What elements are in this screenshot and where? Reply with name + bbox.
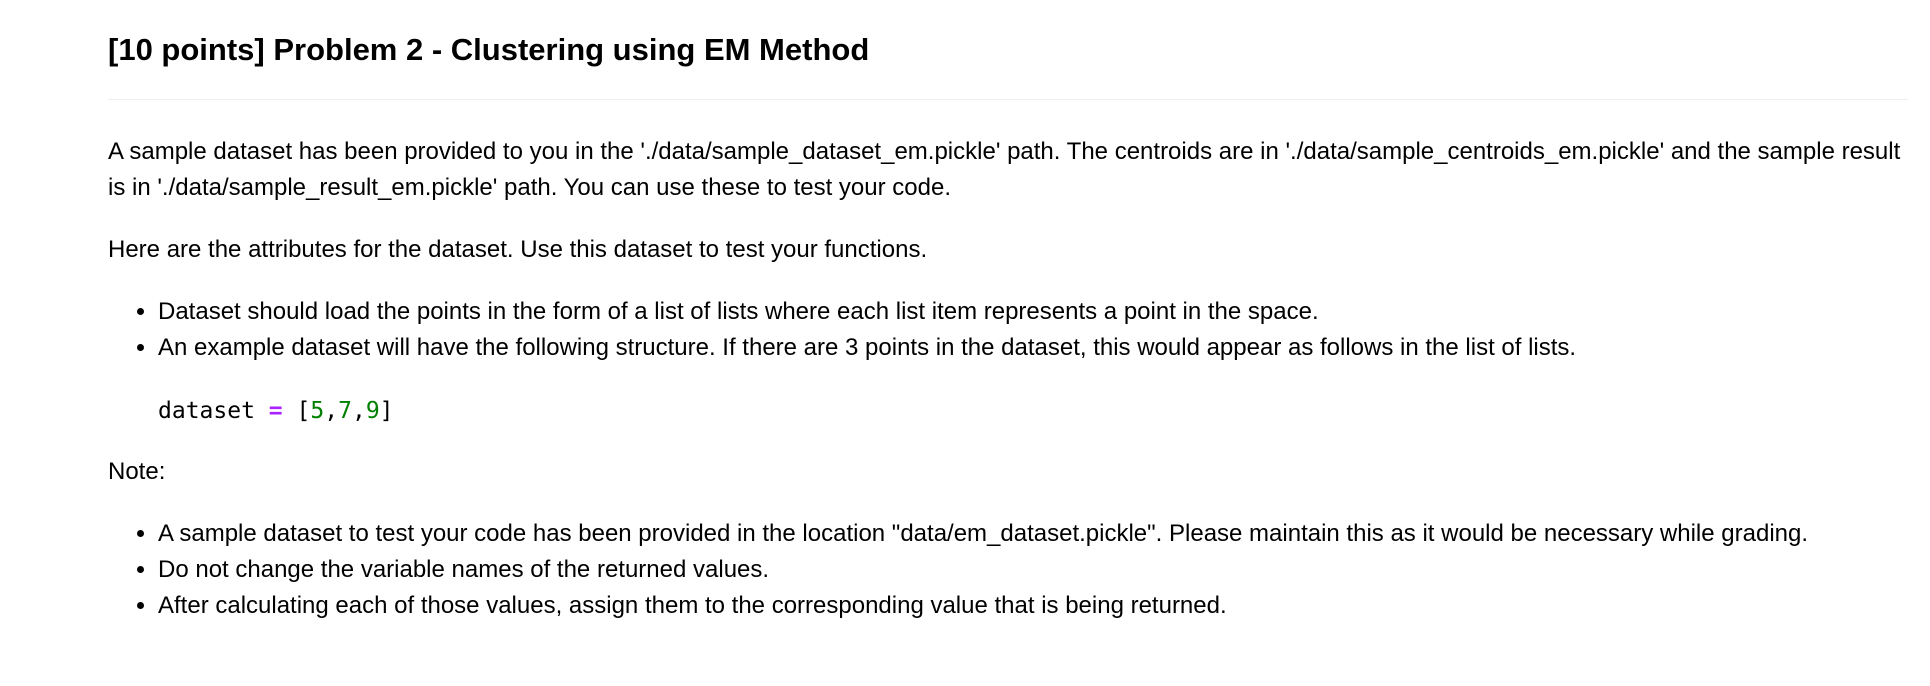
notes-list xyxy=(108,516,1908,624)
attributes-list xyxy=(108,294,1908,366)
code-number: 9 xyxy=(365,398,380,424)
intro-paragraph: A sample dataset has been provided to you in the './data/sample_dataset_em.pickle' path. The centroids are in './data/sample_centroids_em.pickle' and the sample result is in './data/sample_result_em.pickle' path. You can use these to test your code. xyxy=(108,138,1901,201)
attributes-intro: Here are the attributes for the dataset. Use this dataset to test your functions. xyxy=(108,236,928,263)
code-block xyxy=(158,393,394,429)
list-item: • Do not change the variable names of the returned values. xyxy=(158,552,1908,588)
code-separator: , xyxy=(351,398,366,424)
code-number: 5 xyxy=(310,398,325,424)
code-open-bracket: [ xyxy=(296,398,311,424)
code-variable: dataset xyxy=(158,398,255,424)
code-number: 7 xyxy=(338,398,352,424)
list-item: • Dataset should load the points in the form of a list of lists where each list item represents a point in the space. xyxy=(158,294,1908,330)
list-item: • A sample dataset to test your code has been provided in the location "data/em_dataset.pickle". Please maintain this as it would be necessary while grading. xyxy=(158,516,1908,552)
problem-title: [10 points] Problem 2 - Clustering using EM Method xyxy=(108,32,870,67)
code-separator: , xyxy=(324,398,339,424)
list-item: • An example dataset will have the following structure. If there are 3 points in the dataset, this would appear as follows in the list of lists. xyxy=(158,330,1908,366)
title-divider xyxy=(108,99,1908,100)
list-item: • After calculating each of those values, assign them to the corresponding value that is being returned. xyxy=(158,588,1908,624)
code-close-bracket: ] xyxy=(379,398,394,424)
code-operator: = xyxy=(268,398,283,424)
note-label: Note: xyxy=(108,458,166,485)
